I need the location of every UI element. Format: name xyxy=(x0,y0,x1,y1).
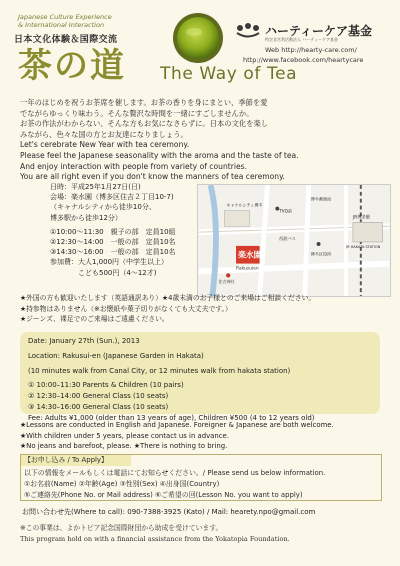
hearty-care-logo-icon xyxy=(235,20,261,40)
intro-en-line: Please feel the Japanese seasonality with the aroma and the taste of tea. xyxy=(20,150,299,160)
culture-subtitle-en xyxy=(18,13,168,29)
apply-line: ①お名前(Name) ②年齢(Age) ③性別(Sex) ④出身国(Country) xyxy=(24,480,220,488)
date-jp: 日時：平成25年1月27日(日) xyxy=(50,183,141,191)
contact-info[interactable]: お問い合わせ先(Where to call): 090-7388-3925 (Kato) / Mail: hearety.npo@gmail.com xyxy=(22,508,316,516)
note-en: ★No jeans and barefoot, please. ★There is nothing to bring. xyxy=(20,442,228,451)
access-en: (10 minutes walk from Canal City, or 12 minutes walk from hakata station) xyxy=(28,366,291,375)
apply-heading: 【お申し込み / To Apply】 xyxy=(21,455,131,466)
org-website-link[interactable]: Web http://hearty-care.com/ xyxy=(265,46,357,54)
map-label-station-en: JR HAKATA STATION xyxy=(346,244,381,249)
intro-en-line: You are all right even if you don't know the manners of tea ceremony. xyxy=(20,172,285,182)
map-label-shrine: 住吉神社 xyxy=(218,279,235,285)
session-jp: ①10:00～11:30 親子の部 定員10組 xyxy=(50,227,176,236)
location-en: Location: Rakusui-en (Japanese Garden in Hakata) xyxy=(28,351,204,360)
intro-jp-line: でながらゆっくり味わう。そんな贅沢な時間を一緒にすごしませんか。 xyxy=(20,108,254,118)
map-label-post: 博多郵便局 xyxy=(310,196,332,202)
session-en: ② 12:30–14:00 General Class (10 seats) xyxy=(28,392,169,401)
note-en: ★With children under 5 years, please contact us in advance. xyxy=(20,431,229,440)
footer-note xyxy=(20,523,390,544)
footer-jp: ※この事業は、よかトピア記念国際財団から助成を受けています。 xyxy=(20,524,223,532)
event-info-jp xyxy=(50,182,195,278)
access-jp: （キャナルシティから徒歩10分、 xyxy=(50,203,156,212)
fee-jp: こども500円（4～12才) xyxy=(50,268,157,277)
intro-text xyxy=(20,98,390,183)
session-en: ③ 14:30–16:00 General Class (10 seats) xyxy=(28,402,169,411)
session-jp: ②12:30～14:00 一般の部 定員10名 xyxy=(50,238,176,247)
notes-jp xyxy=(20,293,390,325)
intro-en-line: Let's cerebrate New Year with tea ceremony. xyxy=(20,140,190,150)
culture-subtitle-jp: 日本文化体験＆国際交流 xyxy=(14,35,118,45)
notes-en xyxy=(20,420,390,452)
session-jp: ③14:30～16:00 一般の部 定員10名 xyxy=(50,248,176,257)
application-box xyxy=(20,454,382,501)
footer-en: This program hold on with a financial assistance from the Yokatopia Foundation. xyxy=(20,534,290,543)
map-label-station: JR博多駅 xyxy=(352,215,371,221)
culture-subtitle-line2: & International Interaction xyxy=(18,21,105,29)
title-en: The Way of Tea xyxy=(160,64,298,84)
fee-en: Fee: Adults ¥1,000 (older than 13 years of age), Children ¥500 (4 to 12 years old) xyxy=(28,413,315,422)
session-en: ① 10:00–11:30 Parents & Children (10 pairs) xyxy=(28,381,184,390)
note-jp: ★ジーンズ、裸足でのご来場はご遠慮ください。 xyxy=(20,315,169,324)
culture-subtitle-line1: Japanese Culture Experience xyxy=(18,13,112,21)
title-jp: 茶の道 xyxy=(18,46,126,86)
fee-jp: 参加費：大人1,000円（中学生以上） xyxy=(50,258,169,267)
access-map xyxy=(197,184,391,297)
intro-jp-line: 一年のはじめを祝うお茶席を催します。お茶の香りを身にまとい、季節を愛 xyxy=(20,98,268,107)
map-label-venue-en: Rakusuien xyxy=(236,266,259,272)
event-info-en xyxy=(28,336,383,424)
venue-jp: 会場：楽水園（博多区住吉２丁目10-7) xyxy=(50,193,174,202)
map-label-canal: キャナルシティ博多 xyxy=(226,202,263,208)
date-en: Date: January 27th (Sun.), 2013 xyxy=(28,337,140,345)
org-name: ハーティーケア基金 xyxy=(265,24,373,38)
map-label-tvq: TVQ前 xyxy=(279,208,292,214)
note-jp: ★外国の方も歓迎いたします（英語通訳あり）★4歳未満のお子様とのご来場はご相談ください。 xyxy=(20,294,316,302)
intro-en-line: And enjoy interaction with people from variety of countries. xyxy=(20,161,248,171)
note-en: ★Lessons are conducted in English and Japanese. Foreigner & Japanese are both welcome. xyxy=(20,421,334,429)
map-label-ward: 博多区役所 xyxy=(310,251,332,257)
org-subtitle: 特定非営利活動法人 ハーティーケア基金 xyxy=(265,37,338,42)
map-label-bus: 西鉄バス xyxy=(279,236,296,242)
matcha-bowl-image xyxy=(172,12,224,64)
intro-jp-line: みながら、色々な国の方とお友達になりましょう。 xyxy=(20,129,188,139)
access-jp: 博多駅から徒歩12分） xyxy=(50,213,122,222)
map-label-venue: 楽水園 xyxy=(238,250,262,260)
intro-jp-line: お茶の作法がわからない、そんな方もお気になさらずに。日本の文化を楽し xyxy=(20,119,269,129)
apply-line: ⑤ご連絡先(Phone No. or Mail address) ⑥ご希望の回(Lesson No. you want to apply) xyxy=(24,491,303,499)
apply-line: 以下の情報をメールもしくは電話にてお知らせください。/ Please send us below information. xyxy=(24,469,326,477)
org-facebook-link[interactable]: http://www.facebook.com/heartycare xyxy=(243,56,364,64)
note-jp: ★持参物はありません（※お懐紙や菓子切りがなくても大丈夫です。） xyxy=(20,304,232,313)
